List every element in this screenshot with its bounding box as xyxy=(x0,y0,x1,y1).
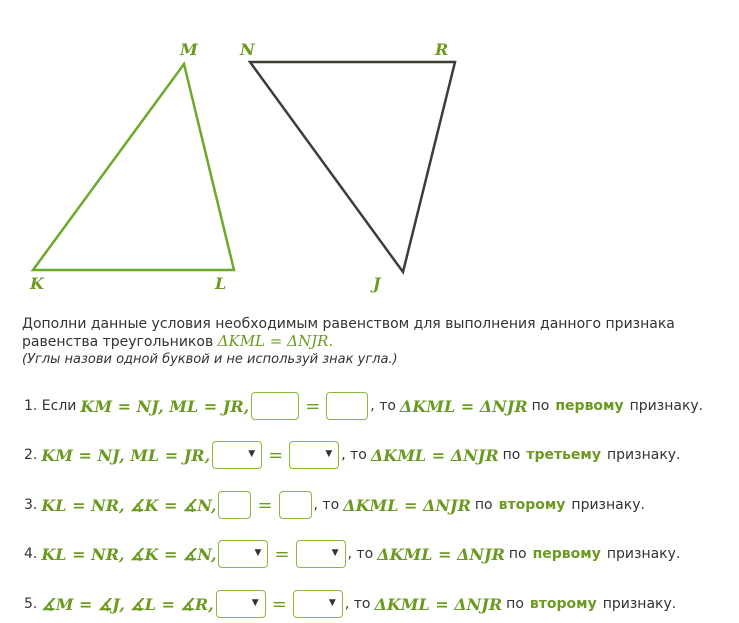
task-math: ΔKML = ΔNJR. xyxy=(217,332,334,350)
chevron-down-icon: ▼ xyxy=(328,598,336,608)
answer-select-right[interactable] xyxy=(296,540,346,568)
answer-input-left[interactable] xyxy=(251,392,299,420)
question-number: 5. xyxy=(24,596,38,612)
question-condition: KM = NJ, ML = JR, xyxy=(80,396,250,416)
criterion-ordinal: третьему xyxy=(526,447,601,463)
then-text: , то xyxy=(344,596,371,612)
criterion-ordinal: первому xyxy=(532,546,601,562)
criterion-ordinal: второму xyxy=(529,596,597,612)
criterion-tail: признаку. xyxy=(607,447,681,463)
po-text: по xyxy=(502,447,521,463)
question-5 xyxy=(22,590,678,618)
question-3 xyxy=(22,491,647,519)
chevron-down-icon: ▼ xyxy=(248,449,256,459)
triangles-svg xyxy=(0,0,739,300)
answer-select-left[interactable] xyxy=(218,540,268,568)
vertex-label-m: M xyxy=(180,40,198,59)
equals-sign: = xyxy=(257,494,273,516)
chevron-down-icon: ▼ xyxy=(331,548,339,558)
task-hint: (Углы назови одной буквой и не используй знак угла.) xyxy=(22,352,398,367)
answer-select-left[interactable] xyxy=(212,441,262,469)
conclusion: ΔKML = ΔNJR xyxy=(343,495,471,515)
vertex-label-l: L xyxy=(215,274,227,293)
question-number: 1. Если xyxy=(24,398,77,414)
answer-select-right[interactable] xyxy=(293,590,343,618)
question-1 xyxy=(22,392,705,420)
conclusion: ΔKML = ΔNJR xyxy=(370,445,499,465)
chevron-down-icon: ▼ xyxy=(251,598,259,608)
then-text: , то xyxy=(313,497,340,513)
question-condition: KL = NR, ∡K = ∡N, xyxy=(41,544,217,564)
chevron-down-icon: ▼ xyxy=(325,449,333,459)
task-statement xyxy=(22,316,732,368)
answer-input-left[interactable] xyxy=(218,491,251,519)
then-text: , то xyxy=(370,398,396,414)
criterion-tail: признаку. xyxy=(571,497,645,513)
answer-input-right[interactable] xyxy=(279,491,312,519)
criterion-tail: признаку. xyxy=(606,546,681,562)
task-text: Дополни данные условия необходимым равенством для выполнения данного признака равенства треугольников xyxy=(22,316,675,350)
equals-sign: = xyxy=(274,543,290,565)
po-text: по xyxy=(474,497,493,513)
question-condition: ∡M = ∡J, ∡L = ∡R, xyxy=(41,594,214,614)
then-text: , то xyxy=(347,546,374,562)
equals-sign: = xyxy=(271,593,287,615)
answer-select-left[interactable] xyxy=(216,590,266,618)
answer-select-right[interactable] xyxy=(289,441,339,469)
triangles-figure xyxy=(0,0,739,300)
equals-sign: = xyxy=(268,444,284,466)
question-number: 3. xyxy=(24,497,38,513)
criterion-tail: признаку. xyxy=(629,398,704,414)
po-text: по xyxy=(508,546,527,562)
po-text: по xyxy=(506,596,524,612)
then-text: , то xyxy=(341,447,367,463)
equals-sign: = xyxy=(305,395,321,417)
po-text: по xyxy=(531,398,550,414)
question-condition: KM = NJ, ML = JR, xyxy=(41,445,211,465)
vertex-label-j: J xyxy=(373,274,381,293)
triangle-njr xyxy=(250,62,455,272)
question-number: 2. xyxy=(24,447,38,463)
conclusion: ΔKML = ΔNJR xyxy=(374,594,503,614)
conclusion: ΔKML = ΔNJR xyxy=(399,396,528,416)
criterion-ordinal: второму xyxy=(498,497,566,513)
criterion-ordinal: первому xyxy=(555,398,624,414)
answer-input-right[interactable] xyxy=(326,392,368,420)
question-number: 4. xyxy=(24,546,38,562)
vertex-label-k: K xyxy=(30,274,44,293)
conclusion: ΔKML = ΔNJR xyxy=(377,544,505,564)
vertex-label-n: N xyxy=(240,40,255,59)
question-2 xyxy=(22,441,683,469)
vertex-label-r: R xyxy=(435,40,449,59)
criterion-tail: признаку. xyxy=(602,596,677,612)
chevron-down-icon: ▼ xyxy=(254,548,262,558)
question-4 xyxy=(22,540,682,568)
question-condition: KL = NR, ∡K = ∡N, xyxy=(41,495,217,515)
triangle-kml xyxy=(33,64,234,270)
